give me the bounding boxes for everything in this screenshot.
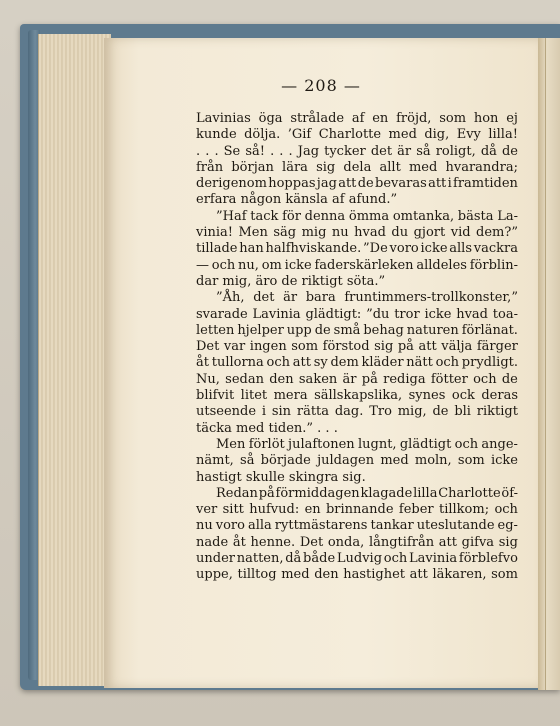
text-line: derigenom hoppas jag att de bevaras att i framtiden: [196, 176, 518, 192]
text-line: kunde dölja. ’Gif Charlotte med dig, Evy lilla!: [196, 127, 518, 143]
text-line: nade åt henne. Det onda, långtifrån att gifva sig: [196, 534, 518, 550]
text-line: . . . Se så! . . . Jag tycker det är så roligt, då de: [196, 143, 518, 159]
page-number: — 208 —: [281, 76, 361, 95]
text-line: nu voro alla ryttmästarens tankar uteslutande eg-: [196, 518, 518, 534]
text-line: ”Haf tack för denna ömma omtanka, bästa La-: [216, 208, 518, 224]
text-line: tillade han halfhviskande. ”De voro icke alls vackra: [196, 241, 518, 257]
text-line: ”Åh, det är bara fruntimmers-trollkonster,”: [216, 290, 518, 306]
text-line: åt tullorna och att sy dem kläder nätt och prydligt.: [196, 355, 518, 371]
text-line: blifvit litet mera sällskapslika, synes ock deras: [196, 388, 518, 404]
text-line: Det var ingen som förstod sig på att välja färger: [196, 339, 518, 355]
text-line: letten hjelper upp de små behag naturen förlänat.: [196, 322, 518, 338]
text-line: under natten, då både Ludvig och Lavinia förblefvo: [196, 551, 518, 567]
page-text: [196, 111, 518, 584]
text-line: Redan på förmiddagen klagade lilla Charlotte öf-: [216, 485, 518, 501]
text-line: svarade Lavinia glädtigt: ”du tror icke hvad toa-: [196, 306, 518, 322]
text-line: vinia! Men säg mig nu hvad du gjort vid dem?”: [196, 225, 518, 241]
text-line: nämt, så började juldagen med moln, som icke: [196, 453, 518, 469]
text-line: dar mig, äro de riktigt söta.”: [196, 273, 386, 289]
text-line: Nu, sedan den saken är på rediga fötter och de: [196, 371, 518, 387]
page-divider: [545, 38, 546, 690]
text-line: — och nu, om icke faderskärleken alldeles förblin-: [196, 257, 518, 273]
text-line: Men förlöt julaftonen lugnt, glädtigt och ange-: [216, 436, 518, 452]
text-line: erfara någon känsla af afund.”: [196, 192, 398, 208]
text-line: hastigt skulle skingra sig.: [196, 469, 366, 485]
text-line: täcka med tiden.” . . .: [196, 420, 338, 436]
text-line: från början lära sig dela allt med hvarandra;: [196, 159, 518, 175]
text-line: Lavinias öga strålade af en fröjd, som hon ej: [196, 111, 518, 126]
page-edges-left: [38, 34, 111, 686]
page-edges-right: [538, 38, 560, 690]
text-line: utseende i sin rätta dag. Tro mig, de bli riktigt: [196, 404, 518, 420]
text-line: uppe, tilltog med den hastighet att läkaren, som: [196, 567, 518, 583]
text-line: ver sitt hufvud: en brinnande feber tillkom; och: [196, 502, 518, 518]
